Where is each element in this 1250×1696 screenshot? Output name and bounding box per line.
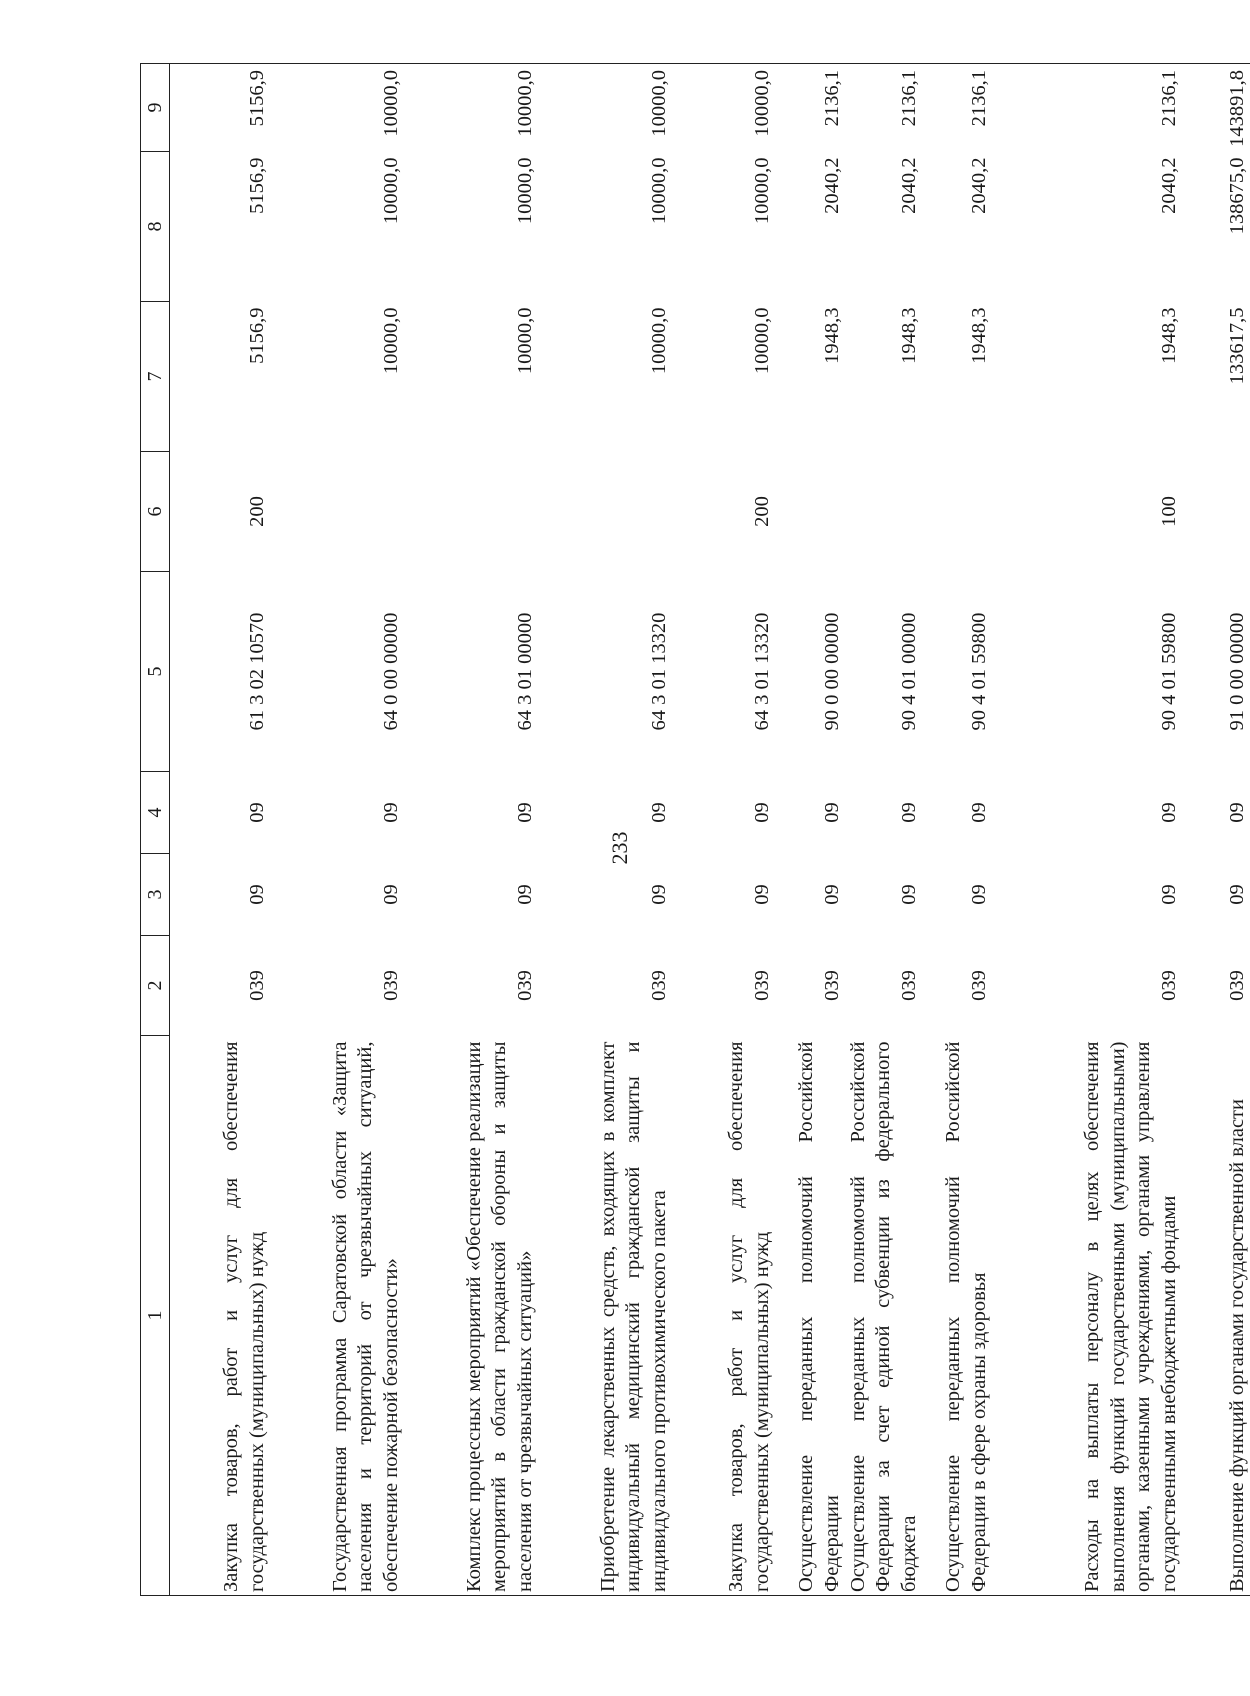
expense-type-cell: 100	[1157, 496, 1180, 527]
expense-type-cell	[271, 452, 405, 572]
ministry-code-cell: 039	[967, 970, 990, 1001]
table-row	[539, 64, 673, 1596]
target-article-cell: 64 0 00 00000	[379, 612, 402, 731]
subsection-cell: 09	[1157, 802, 1180, 823]
amount-col9-cell: 5156,9	[170, 64, 271, 152]
amount-col7-cell: 133617,5	[1225, 307, 1248, 385]
header-col-5: 5	[141, 572, 170, 772]
subsection-cell: 09	[513, 802, 536, 823]
subsection-cell: 09	[897, 802, 920, 823]
amount-col9-cell: 10000,0	[673, 64, 776, 152]
table-row	[846, 64, 923, 1596]
amount-col9-cell: 10000,0	[271, 64, 405, 152]
ministry-code-cell: 039	[897, 970, 920, 1001]
table-row	[922, 64, 992, 1596]
amount-col7-cell: 1948,3	[897, 307, 920, 364]
subsection-cell: 09	[820, 802, 843, 823]
header-col-4: 4	[141, 772, 170, 854]
budget-table	[140, 63, 1250, 1596]
amount-col8-cell: 2040,2	[967, 157, 990, 214]
header-col-6: 6	[141, 452, 170, 572]
expense-type-cell: 200	[750, 496, 773, 527]
table-body	[170, 64, 1250, 1596]
amount-col7-cell: 10000,0	[513, 307, 536, 375]
amount-col8-cell: 5156,9	[245, 157, 268, 214]
target-article-cell: 64 3 01 13320	[647, 612, 670, 731]
table-row	[405, 64, 539, 1596]
section-cell: 09	[967, 884, 990, 905]
expense-type-cell	[922, 452, 992, 572]
amount-col8-cell: 2040,2	[897, 157, 920, 214]
amount-col9-cell: 10000,0	[405, 64, 539, 152]
description-cell: Осуществление переданных полномочий Российской Федерации в сфере охраны здоровья	[922, 1036, 992, 1596]
amount-col9-cell: 2136,1	[922, 64, 992, 152]
expense-type-cell	[405, 452, 539, 572]
header-col-2: 2	[141, 936, 170, 1036]
target-article-cell: 61 3 02 10570	[245, 612, 268, 731]
ministry-code-cell: 039	[820, 970, 843, 1001]
ministry-code-cell: 039	[245, 970, 268, 1001]
ministry-code-cell: 039	[647, 970, 670, 1001]
ministry-code-cell: 039	[379, 970, 402, 1001]
ministry-code-cell: 039	[1157, 970, 1180, 1001]
target-article-cell: 91 0 00 00000	[1225, 612, 1248, 731]
header-col-3: 3	[141, 854, 170, 936]
expense-type-cell: 200	[245, 496, 268, 527]
ministry-code-cell: 039	[750, 970, 773, 1001]
description-cell: Осуществление переданных полномочий Российской Федерации	[776, 1036, 846, 1596]
expense-type-cell	[539, 452, 673, 572]
table-row	[776, 64, 846, 1596]
target-article-cell: 90 4 01 59800	[967, 612, 990, 731]
target-article-cell: 64 3 01 13320	[750, 612, 773, 731]
subsection-cell: 09	[1225, 802, 1248, 823]
amount-col8-cell: 2040,2	[1157, 157, 1180, 214]
subsection-cell: 09	[379, 802, 402, 823]
table-row	[271, 64, 405, 1596]
section-cell: 09	[513, 884, 536, 905]
target-article-cell: 90 0 00 00000	[820, 612, 843, 731]
budget-table-frame	[140, 64, 1248, 1596]
amount-col7-cell: 1948,3	[1157, 307, 1180, 364]
section-cell: 09	[379, 884, 402, 905]
amount-col7-cell: 10000,0	[750, 307, 773, 375]
description-cell: Осуществление переданных полномочий Российской Федерации за счет единой субвенции из федерального бюджета	[846, 1036, 923, 1596]
section-cell: 09	[820, 884, 843, 905]
header-col-8: 8	[141, 152, 170, 302]
amount-col9-cell: 2136,1	[992, 64, 1182, 152]
description-cell: Государственная программа Саратовской области «Защита населения и территорий от чрезвычайных ситуаций, обеспечение пожарной безопасности»	[271, 1036, 405, 1596]
description-cell: Приобретение лекарственных средств, входящих в комплект индивидуальный медицинский гражданской защиты и индивидуального противохимического пакета	[539, 1036, 673, 1596]
target-article-cell: 90 4 01 59800	[1157, 612, 1180, 731]
amount-col8-cell: 138675,0	[1225, 157, 1248, 235]
header-col-1: 1	[141, 1036, 170, 1596]
section-cell: 09	[245, 884, 268, 905]
target-article-cell: 64 3 01 00000	[513, 612, 536, 731]
section-cell: 09	[647, 884, 670, 905]
amount-col9-cell: 10000,0	[539, 64, 673, 152]
ministry-code-cell: 039	[1225, 970, 1248, 1001]
expense-type-cell	[1182, 452, 1250, 572]
description-cell: Выполнение функций органами государственной власти	[1182, 1036, 1250, 1596]
subsection-cell: 09	[245, 802, 268, 823]
section-cell: 09	[1225, 884, 1248, 905]
amount-col9-cell: 143891,8	[1182, 64, 1250, 152]
amount-col8-cell: 10000,0	[379, 157, 402, 225]
subsection-cell: 09	[967, 802, 990, 823]
subsection-cell: 09	[647, 802, 670, 823]
description-cell: Закупка товаров, работ и услуг для обеспечения государственных (муниципальных) нужд	[673, 1036, 776, 1596]
target-article-cell: 90 4 01 00000	[897, 612, 920, 731]
header-row	[141, 64, 170, 1596]
amount-col8-cell: 10000,0	[750, 157, 773, 225]
table-row	[1182, 64, 1250, 1596]
description-cell: Закупка товаров, работ и услуг для обеспечения государственных (муниципальных) нужд	[170, 1036, 271, 1596]
expense-type-cell	[846, 452, 923, 572]
ministry-code-cell: 039	[513, 970, 536, 1001]
amount-col9-cell: 2136,1	[846, 64, 923, 152]
amount-col7-cell: 1948,3	[820, 307, 843, 364]
table-row	[170, 64, 271, 1596]
header-col-9: 9	[141, 64, 170, 152]
section-cell: 09	[750, 884, 773, 905]
table-row	[992, 64, 1182, 1596]
amount-col7-cell: 10000,0	[647, 307, 670, 375]
page-number: 233	[607, 831, 632, 865]
section-cell: 09	[1157, 884, 1180, 905]
amount-col8-cell: 10000,0	[647, 157, 670, 225]
amount-col8-cell: 2040,2	[820, 157, 843, 214]
section-cell: 09	[897, 884, 920, 905]
table-row	[673, 64, 776, 1596]
description-cell: Расходы на выплаты персоналу в целях обеспечения выполнения функций государственными (муниципальными) органами, казенными учреждениями, органами управления государственными внебюджетными фондами	[992, 1036, 1182, 1596]
subsection-cell: 09	[750, 802, 773, 823]
amount-col7-cell: 5156,9	[245, 307, 268, 364]
amount-col7-cell: 1948,3	[967, 307, 990, 364]
expense-type-cell	[776, 452, 846, 572]
amount-col7-cell: 10000,0	[379, 307, 402, 375]
header-col-7: 7	[141, 302, 170, 452]
amount-col8-cell: 10000,0	[513, 157, 536, 225]
description-cell: Комплекс процессных мероприятий «Обеспечение реализации мероприятий в области гражданской обороны и защиты населения от чрезвычайных ситуаций»	[405, 1036, 539, 1596]
amount-col9-cell: 2136,1	[776, 64, 846, 152]
